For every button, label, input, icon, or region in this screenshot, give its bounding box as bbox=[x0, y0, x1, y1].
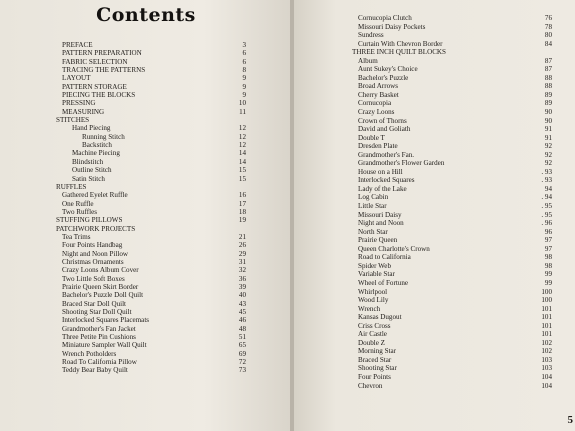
toc-entry bbox=[56, 175, 246, 183]
toc-entry-title: Missouri Daisy Pockets bbox=[358, 22, 426, 31]
toc-entry bbox=[352, 65, 552, 74]
toc-entry-title: Wrench Potholders bbox=[62, 349, 117, 358]
toc-entry-page: 104 bbox=[541, 381, 552, 390]
toc-entry-page: 39 bbox=[238, 282, 246, 291]
toc-entry bbox=[352, 279, 552, 288]
toc-entry-title: Prairie Queen bbox=[358, 236, 398, 245]
toc-entry-page: 36 bbox=[238, 274, 246, 283]
toc-entry-title: Crazy Loons bbox=[358, 108, 395, 117]
toc-entry-title: Blindstitch bbox=[72, 157, 104, 166]
toc-entry bbox=[56, 208, 246, 216]
toc-entry bbox=[56, 308, 246, 316]
toc-entry-page: 6 bbox=[242, 57, 246, 66]
toc-entry bbox=[352, 202, 552, 211]
toc-entry bbox=[352, 117, 552, 126]
toc-entry bbox=[56, 141, 246, 149]
toc-entry-page: 40 bbox=[238, 291, 246, 300]
toc-entry-title: Wrench bbox=[358, 304, 381, 313]
toc-entry-title: Kansas Dugout bbox=[358, 313, 402, 322]
toc-entry-title: Bachelor's Puzzle bbox=[358, 73, 409, 82]
toc-entry-page: 91 bbox=[544, 133, 552, 142]
toc-entry-title: Air Castle bbox=[358, 330, 387, 339]
toc-entry-page: 69 bbox=[238, 349, 246, 358]
toc-entry-title: Aunt Sukey's Choice bbox=[358, 65, 418, 74]
toc-entry-title: Cornucopia bbox=[358, 99, 392, 108]
toc-entry-page: 12 bbox=[238, 132, 246, 141]
toc-entry bbox=[352, 219, 552, 228]
toc-entry-page: . 93 bbox=[541, 167, 552, 176]
toc-entry-title: Curtain With Chevron Border bbox=[358, 39, 443, 48]
toc-entry-page: 18 bbox=[238, 207, 246, 216]
toc-entry-page: 15 bbox=[238, 166, 246, 175]
toc-entry bbox=[56, 58, 246, 66]
toc-entry bbox=[352, 347, 552, 356]
toc-entry bbox=[352, 339, 552, 348]
toc-entry bbox=[56, 183, 246, 191]
toc-entry bbox=[352, 236, 552, 245]
toc-entry bbox=[56, 300, 246, 308]
toc-entry-title: Machine Piecing bbox=[72, 149, 120, 158]
toc-entry bbox=[352, 125, 552, 134]
toc-entry bbox=[56, 291, 246, 299]
toc-entry-title: Album bbox=[358, 56, 378, 65]
page-number: 5 bbox=[567, 414, 573, 426]
toc-entry bbox=[352, 82, 552, 91]
toc-entry bbox=[56, 200, 246, 208]
toc-entry-page: 12 bbox=[238, 141, 246, 150]
toc-entry-page: 101 bbox=[541, 330, 552, 339]
toc-entry-title: PATCHWORK PROJECTS bbox=[56, 224, 136, 233]
toc-entry bbox=[56, 316, 246, 324]
toc-entry-title: Tea Trims bbox=[62, 232, 91, 241]
toc-entry bbox=[56, 275, 246, 283]
toc-entry-title: North Star bbox=[358, 227, 388, 236]
toc-entry-page: 104 bbox=[541, 372, 552, 381]
toc-entry-title: Grandmother's Fan. bbox=[358, 150, 415, 159]
toc-entry bbox=[352, 159, 552, 168]
toc-entry-page: 78 bbox=[544, 22, 552, 31]
toc-entry-page: 90 bbox=[544, 108, 552, 117]
toc-entry-page: 87 bbox=[544, 65, 552, 74]
toc-entry-title: Road To California Pillow bbox=[62, 358, 137, 367]
contents-title: Contents bbox=[96, 4, 196, 26]
toc-entry-title: PREFACE bbox=[62, 41, 93, 49]
toc-entry-page: 14 bbox=[238, 149, 246, 158]
toc-entry-page: 45 bbox=[238, 308, 246, 316]
toc-entry bbox=[56, 366, 246, 374]
toc-entry bbox=[56, 66, 246, 74]
toc-entry-title: Grandmother's Fan Jacket bbox=[62, 324, 136, 333]
toc-entry-title: Double Z bbox=[358, 338, 385, 347]
toc-entry-page: 103 bbox=[541, 355, 552, 364]
toc-entry bbox=[56, 225, 246, 233]
toc-entry-page: 29 bbox=[238, 249, 246, 258]
toc-entry bbox=[352, 305, 552, 314]
toc-entry bbox=[352, 262, 552, 271]
toc-entry-page: . 93 bbox=[541, 176, 552, 185]
toc-entry-title: Queen Charlotte's Crown bbox=[358, 244, 430, 253]
toc-entry-title: Lady of the Lake bbox=[358, 184, 407, 193]
toc-entry-page: 90 bbox=[544, 116, 552, 125]
toc-entry bbox=[56, 83, 246, 91]
toc-entry bbox=[352, 270, 552, 279]
toc-entry bbox=[56, 258, 246, 266]
toc-entry bbox=[56, 341, 246, 349]
toc-entry-page: 43 bbox=[238, 299, 246, 308]
toc-entry-page: 21 bbox=[238, 232, 246, 241]
toc-entry-title: Whirlpool bbox=[358, 287, 388, 296]
toc-entry-page: 99 bbox=[544, 278, 552, 287]
toc-entry-page: 101 bbox=[541, 321, 552, 330]
toc-entry bbox=[352, 40, 552, 49]
toc-entry-page: 101 bbox=[541, 304, 552, 313]
toc-entry-title: MEASURING bbox=[62, 107, 105, 116]
toc-entry bbox=[56, 99, 246, 107]
toc-entry-title: Miniature Sampler Wall Quilt bbox=[62, 341, 147, 350]
toc-entry bbox=[56, 191, 246, 199]
toc-entry-title: Four Points Handbag bbox=[62, 241, 123, 250]
toc-entry-page: 15 bbox=[238, 174, 246, 183]
toc-entry bbox=[56, 116, 246, 124]
toc-entry-page: 98 bbox=[544, 253, 552, 262]
toc-entry bbox=[352, 288, 552, 297]
toc-entry bbox=[56, 149, 246, 157]
toc-entry-title: PRESSING bbox=[62, 99, 96, 108]
toc-entry bbox=[56, 233, 246, 241]
toc-entry-title: Morning Star bbox=[358, 347, 397, 356]
toc-entry-page: 9 bbox=[242, 74, 246, 83]
toc-entry-title: PIECING THE BLOCKS bbox=[62, 91, 136, 100]
toc-entry bbox=[56, 41, 246, 49]
toc-entry-title: Criss Cross bbox=[358, 321, 391, 330]
toc-entry bbox=[56, 241, 246, 249]
toc-entry bbox=[56, 358, 246, 366]
toc-entry-title: Shooting Star Doll Quilt bbox=[62, 308, 132, 316]
toc-entry-page: 94 bbox=[544, 184, 552, 193]
toc-entry bbox=[352, 211, 552, 220]
toc-entry bbox=[56, 91, 246, 99]
toc-entry-title: STITCHES bbox=[56, 116, 90, 125]
toc-entry-page: 65 bbox=[238, 341, 246, 350]
toc-entry-title: Four Points bbox=[358, 372, 391, 381]
toc-entry bbox=[352, 176, 552, 185]
toc-entry-title: TRACING THE PATTERNS bbox=[62, 66, 146, 75]
toc-entry-page: 97 bbox=[544, 244, 552, 253]
toc-entry bbox=[352, 151, 552, 160]
toc-entry-page: 10 bbox=[238, 99, 246, 108]
toc-entry bbox=[352, 99, 552, 108]
toc-entry-title: PATTERN PREPARATION bbox=[62, 49, 142, 58]
toc-entry bbox=[56, 49, 246, 57]
toc-entry bbox=[56, 350, 246, 358]
toc-entry-title: Running Stitch bbox=[82, 132, 125, 141]
toc-entry-page: 92 bbox=[544, 159, 552, 168]
toc-entry-page: 88 bbox=[544, 82, 552, 91]
toc-entry-page: . 95 bbox=[541, 202, 552, 211]
toc-entry bbox=[352, 185, 552, 194]
toc-entry bbox=[56, 124, 246, 132]
toc-entry-title: RUFFLES bbox=[56, 182, 87, 191]
toc-entry-title: Christmas Ornaments bbox=[62, 257, 124, 266]
toc-entry-page: 84 bbox=[544, 39, 552, 48]
toc-entry-page: 9 bbox=[242, 91, 246, 100]
toc-entry-page: . 94 bbox=[541, 193, 552, 202]
toc-entry-page: 14 bbox=[238, 157, 246, 166]
toc-entry-title: Shooting Star bbox=[358, 364, 397, 373]
toc-entry bbox=[352, 134, 552, 143]
toc-entry-page: 72 bbox=[238, 358, 246, 367]
toc-entry-page: 3 bbox=[242, 41, 246, 49]
toc-entry-page: 12 bbox=[238, 124, 246, 133]
toc-entry bbox=[56, 283, 246, 291]
toc-entry bbox=[352, 14, 552, 23]
toc-entry bbox=[352, 245, 552, 254]
toc-entry bbox=[352, 356, 552, 365]
toc-entry-title: David and Goliath bbox=[358, 125, 411, 134]
toc-entry-title: Broad Arrows bbox=[358, 82, 398, 91]
toc-entry-page: 96 bbox=[544, 227, 552, 236]
right-page bbox=[294, 0, 575, 431]
toc-entry-page: 88 bbox=[544, 73, 552, 82]
toc-entry bbox=[56, 158, 246, 166]
toc-entry-page: 73 bbox=[238, 366, 246, 375]
toc-entry-title: House on a Hill bbox=[358, 167, 403, 176]
toc-entry-title: Wood Lily bbox=[358, 296, 389, 305]
toc-entry bbox=[352, 313, 552, 322]
left-toc-list bbox=[56, 41, 246, 375]
toc-entry bbox=[352, 330, 552, 339]
toc-entry-title: Interlocked Squares Placemats bbox=[62, 316, 150, 325]
toc-entry-page: 87 bbox=[544, 56, 552, 65]
toc-entry-page: 9 bbox=[242, 82, 246, 91]
toc-entry bbox=[352, 322, 552, 331]
toc-entry bbox=[352, 193, 552, 202]
toc-entry-page: 92 bbox=[544, 142, 552, 151]
toc-entry-title: Cherry Basket bbox=[358, 90, 399, 99]
right-toc-list bbox=[352, 14, 552, 390]
toc-entry bbox=[56, 266, 246, 274]
toc-entry bbox=[56, 250, 246, 258]
toc-entry-page: 89 bbox=[544, 99, 552, 108]
toc-entry-page: 92 bbox=[544, 150, 552, 159]
toc-entry-page: 99 bbox=[544, 270, 552, 279]
toc-entry-title: FABRIC SELECTION bbox=[62, 57, 128, 66]
toc-entry-title: One Ruffle bbox=[62, 199, 94, 208]
toc-entry-title: Outline Stitch bbox=[72, 166, 112, 175]
toc-entry-title: Grandmother's Flower Garden bbox=[358, 159, 445, 168]
toc-entry-title: Crazy Loons Album Cover bbox=[62, 266, 139, 275]
toc-entry-page: 51 bbox=[238, 333, 246, 342]
toc-entry-title: Variable Star bbox=[358, 270, 395, 279]
toc-entry bbox=[352, 48, 552, 57]
toc-entry-title: THREE INCH QUILT BLOCKS bbox=[352, 48, 446, 57]
toc-entry-page: 103 bbox=[541, 364, 552, 373]
toc-entry-title: Crown of Thorns bbox=[358, 116, 407, 125]
toc-entry-title: Double T bbox=[358, 133, 385, 142]
toc-entry-title: Log Cabin bbox=[358, 193, 389, 202]
toc-entry-title: Two Little Soft Boxes bbox=[62, 274, 125, 283]
toc-entry bbox=[352, 57, 552, 66]
toc-entry bbox=[352, 228, 552, 237]
toc-entry-page: 98 bbox=[544, 261, 552, 270]
toc-entry-page: 48 bbox=[238, 324, 246, 333]
toc-entry-page: 100 bbox=[541, 287, 552, 296]
toc-entry bbox=[352, 31, 552, 40]
toc-entry-title: Satin Stitch bbox=[72, 174, 105, 183]
toc-entry bbox=[352, 91, 552, 100]
toc-entry-title: Backstitch bbox=[82, 141, 112, 150]
toc-entry-title: Missouri Daisy bbox=[358, 210, 402, 219]
toc-entry bbox=[352, 142, 552, 151]
toc-entry bbox=[56, 216, 246, 224]
toc-entry-title: Two Ruffles bbox=[62, 207, 98, 216]
toc-entry bbox=[352, 108, 552, 117]
toc-entry-page: 8 bbox=[242, 66, 246, 75]
toc-entry-page: 80 bbox=[544, 31, 552, 40]
toc-entry bbox=[352, 382, 552, 391]
toc-entry-title: Hand Piecing bbox=[72, 124, 111, 133]
toc-entry-title: STUFFING PILLOWS bbox=[56, 216, 123, 225]
toc-entry bbox=[352, 253, 552, 262]
toc-entry-page: 16 bbox=[238, 191, 246, 200]
toc-entry-page: 102 bbox=[541, 347, 552, 356]
toc-entry bbox=[56, 133, 246, 141]
toc-entry-title: PATTERN STORAGE bbox=[62, 82, 127, 91]
toc-entry-title: Spider Web bbox=[358, 261, 391, 270]
toc-entry-title: Cornucopia Clutch bbox=[358, 14, 412, 22]
toc-entry-title: Bachelor's Puzzle Doll Quilt bbox=[62, 291, 144, 300]
toc-entry-title: Dresden Plate bbox=[358, 142, 398, 151]
toc-entry-title: Little Star bbox=[358, 202, 387, 211]
toc-entry-page: 97 bbox=[544, 236, 552, 245]
toc-entry-page: . 95 bbox=[541, 210, 552, 219]
toc-entry-title: Sundress bbox=[358, 31, 384, 40]
toc-entry-page: 76 bbox=[544, 14, 552, 22]
toc-entry bbox=[352, 23, 552, 32]
toc-entry bbox=[352, 168, 552, 177]
toc-entry-title: Prairie Queen Skirt Border bbox=[62, 282, 139, 291]
toc-entry bbox=[56, 166, 246, 174]
toc-entry-title: LAYOUT bbox=[62, 74, 91, 83]
toc-entry-page: 91 bbox=[544, 125, 552, 134]
toc-entry bbox=[56, 108, 246, 116]
toc-entry-title: Gathered Eyelet Ruffle bbox=[62, 191, 128, 200]
toc-entry-page: 11 bbox=[239, 107, 246, 116]
toc-entry-title: Wheel of Fortune bbox=[358, 278, 409, 287]
toc-entry-title: Three Petite Pin Cushions bbox=[62, 333, 136, 342]
toc-entry bbox=[56, 333, 246, 341]
toc-entry-page: 26 bbox=[238, 241, 246, 250]
toc-entry-title: Interlocked Squares bbox=[358, 176, 415, 185]
toc-entry-page: . 96 bbox=[541, 219, 552, 228]
toc-entry bbox=[352, 296, 552, 305]
toc-entry-page: 6 bbox=[242, 49, 246, 58]
toc-entry-title: Braced Star Doll Quilt bbox=[62, 299, 127, 308]
toc-entry-page: 46 bbox=[238, 316, 246, 325]
toc-entry-page: 17 bbox=[238, 199, 246, 208]
toc-entry-title: Teddy Bear Baby Quilt bbox=[62, 366, 128, 375]
toc-entry-page: 89 bbox=[544, 90, 552, 99]
toc-entry-page: 102 bbox=[541, 338, 552, 347]
toc-entry bbox=[56, 74, 246, 82]
toc-entry-title: Braced Star bbox=[358, 355, 392, 364]
toc-entry-page: 32 bbox=[238, 266, 246, 275]
toc-entry-page: 101 bbox=[541, 313, 552, 322]
toc-entry-title: Chevron bbox=[358, 381, 383, 390]
toc-entry-page: 100 bbox=[541, 296, 552, 305]
toc-entry bbox=[352, 364, 552, 373]
toc-entry-title: Road to California bbox=[358, 253, 411, 262]
toc-entry-title: Night and Noon Pillow bbox=[62, 249, 129, 258]
toc-entry bbox=[56, 325, 246, 333]
toc-entry bbox=[352, 373, 552, 382]
toc-entry-title: Night and Noon bbox=[358, 219, 404, 228]
toc-entry-page: 19 bbox=[238, 216, 246, 225]
toc-entry bbox=[352, 74, 552, 83]
toc-entry-page: 31 bbox=[238, 257, 246, 266]
